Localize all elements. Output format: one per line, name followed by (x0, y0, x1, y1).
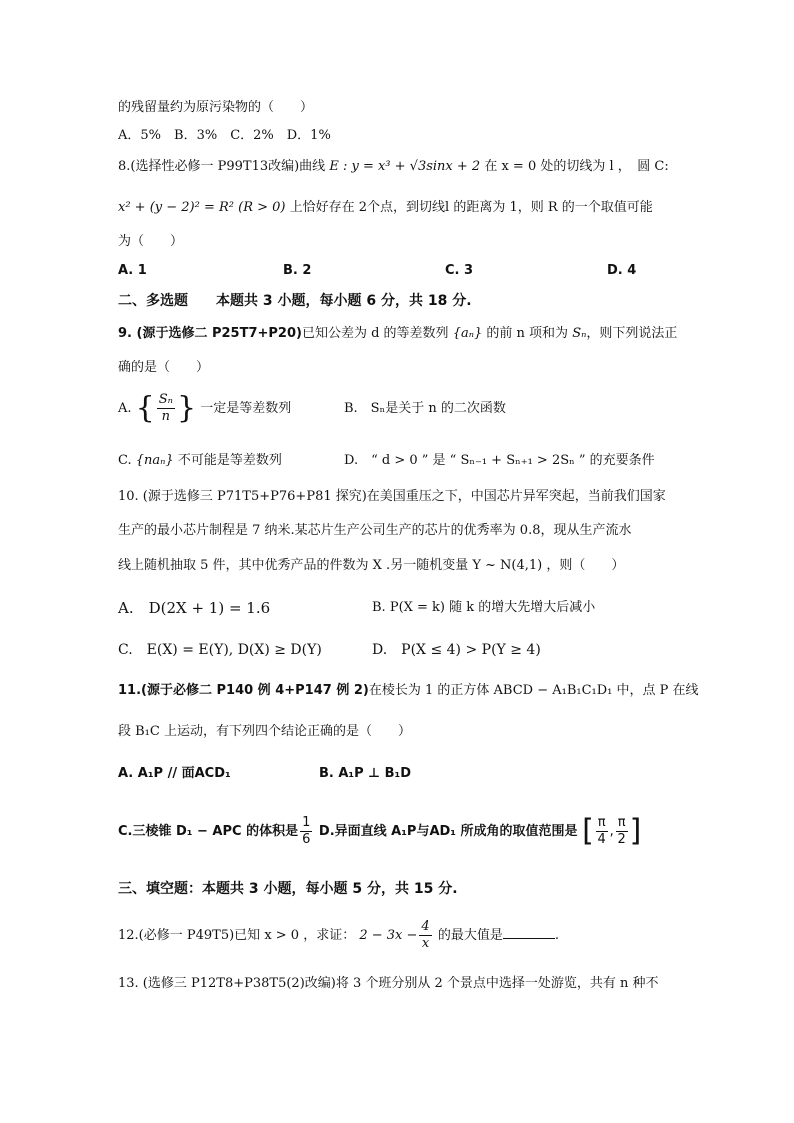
right-bracket-icon: ] (629, 813, 642, 849)
q12-numerator: 4 (421, 919, 430, 934)
q9-option-c (118, 452, 282, 470)
q9-prefix: 9. (源于选修二 P25T7+P20) (118, 326, 302, 341)
q8-option-c: C. 3 (445, 263, 474, 278)
q8-mid: 在 x = 0 处的切线为 l ， 圆 C: (484, 159, 669, 174)
q11-line2: 段 B₁C 上运动，有下列四个结论正确的是（ ） (118, 724, 411, 739)
q7-text: 的残留量约为原污染物的（ ） (118, 100, 314, 115)
q9-option-b: B. Sₙ是关于 n 的二次函数 (344, 401, 506, 416)
q9-seq: {aₙ} (452, 326, 483, 341)
q11-option-c-text: C.三棱锥 D₁ − APC 的体积是 (118, 824, 299, 839)
q8-option-b: B. 2 (283, 263, 312, 278)
left-bracket-icon: [ (582, 813, 594, 849)
q9-option-c-text: 不可能是等差数列 (177, 453, 282, 468)
q11-option-c (118, 812, 641, 852)
q9-a-denominator: n (161, 409, 171, 424)
q12-fraction (419, 919, 431, 952)
q10-option-b: B. P(X = k) 随 k 的增大先增大后减小 (372, 600, 596, 615)
q11-c-denominator: 6 (302, 832, 311, 847)
left-brace-icon: { (135, 390, 155, 426)
q9-line2: 确的是（ ） (118, 360, 210, 375)
q11-option-d-text: D.异面直线 A₁P与AD₁ 所成角的取值范围是 (318, 824, 578, 839)
q11-d-lower-fraction (596, 815, 608, 848)
q9-a-numerator: Sₙ (158, 392, 173, 407)
q11-prefix: 11.(源于必修二 P140 例 4+P147 例 2) (118, 683, 369, 698)
q8-curve: E : y = x³ + √3sinx + 2 (329, 159, 481, 174)
q11-d-upper-den: 2 (617, 832, 626, 847)
answer-blank (503, 926, 555, 939)
question-12: 12.(必修一 P49T5)已知 x > 0 ，求证： 2 − 3x − $\frac{4}{x}$ 的最大值是 . (118, 919, 559, 951)
q11-line1-rest: 在棱长为 1 的正方体 ABCD − A₁B₁C₁D₁ 中，点 P 在线 (368, 683, 699, 698)
q12-post: 的最大值是 (437, 928, 503, 943)
q9-option-d: D. “ d > 0 ” 是 “ Sₙ₋₁ + Sₙ₊₁ > 2Sₙ ” 的充要条件 (344, 453, 655, 468)
q9-option-a-fraction (157, 392, 175, 425)
q10-option-c: C. E(X) = E(Y), D(X) ≥ D(Y) (118, 642, 322, 658)
q7-options: A．5% B．3% C．2% D．1% (118, 128, 331, 143)
q10-option-a: A. D(2X + 1) = 1.6 (118, 599, 271, 617)
q9-option-c-label: C. (118, 453, 132, 468)
q11-d-lower-den: 4 (597, 832, 606, 847)
q11-d-lower-num: π (597, 815, 606, 830)
comma-separator: , (609, 824, 614, 839)
q11-option-c-fraction (300, 815, 312, 848)
q9-text3: ，则下列说法正 (586, 326, 678, 341)
q9-line1 (118, 325, 677, 343)
q9-option-a (118, 391, 291, 427)
q9-option-a-label: A. (118, 401, 132, 416)
section-3-title: 三、填空题：本题共 3 小题，每小题 5 分，共 15 分. (118, 881, 458, 897)
question-13: 13. (选修三 P12T8+P38T5(2)改编)将 3 个班分别从 2 个景点中选择一处游览，共有 n 种不 (118, 976, 659, 991)
q11-line1 (118, 682, 699, 700)
q8-option-d: D. 4 (607, 263, 637, 278)
q8-line3: 为（ ） (118, 234, 184, 249)
q9-sn: Sₙ (572, 326, 587, 341)
q8-circle: x² + (y − 2)² = R² (R > 0) (118, 200, 286, 215)
q12-expr: 2 − 3x − (359, 928, 418, 943)
q12-denominator: x (421, 936, 430, 951)
q10-line1: 10. (源于选修三 P71T5+P76+P81 探究)在美国重压之下，中国芯片异军突起，当前我们国家 (118, 489, 666, 504)
q9-option-a-text: 一定是等差数列 (200, 401, 292, 416)
q11-option-a: A. A₁P // 面ACD₁ (118, 766, 231, 781)
q11-d-upper-fraction (616, 815, 628, 848)
q10-line2: 生产的最小芯片制程是 7 纳米.某芯片生产公司生产的芯片的优秀率为 0.8，现从生产流水 (118, 523, 632, 538)
q11-d-upper-num: π (617, 815, 626, 830)
q8-line2 (118, 199, 653, 217)
right-brace-icon: } (176, 390, 197, 426)
q12-pre: 12.(必修一 P49T5)已知 x > 0 ，求证： (118, 928, 356, 943)
q10-line3: 线上随机抽取 5 件，其中优秀产品的件数为 X .另一随机变量 Y ~ N(4,1) ，则（ ） (118, 558, 625, 573)
q9-option-c-math: {naₙ} (135, 453, 174, 468)
q10-option-d: D. P(X ≤ 4) > P(Y ≥ 4) (372, 642, 541, 658)
q9-text2: 的前 n 项和为 (486, 326, 569, 341)
section-2-title: 二、多选题 本题共 3 小题，每小题 6 分，共 18 分. (118, 293, 472, 309)
q8-prefix: 8.(选择性必修一 P99T13改编)曲线 (118, 159, 326, 174)
q8-option-a: A. 1 (118, 263, 147, 278)
q11-option-b: B. A₁P ⊥ B₁D (319, 766, 411, 781)
q8-line2-rest: 上恰好存在 2个点，到切线l 的距离为 1，则 R 的一个取值可能 (289, 200, 653, 215)
q11-c-numerator: 1 (302, 815, 311, 830)
q9-text1: 已知公差为 d 的等差数列 (301, 326, 449, 341)
q8-line1 (118, 158, 669, 176)
